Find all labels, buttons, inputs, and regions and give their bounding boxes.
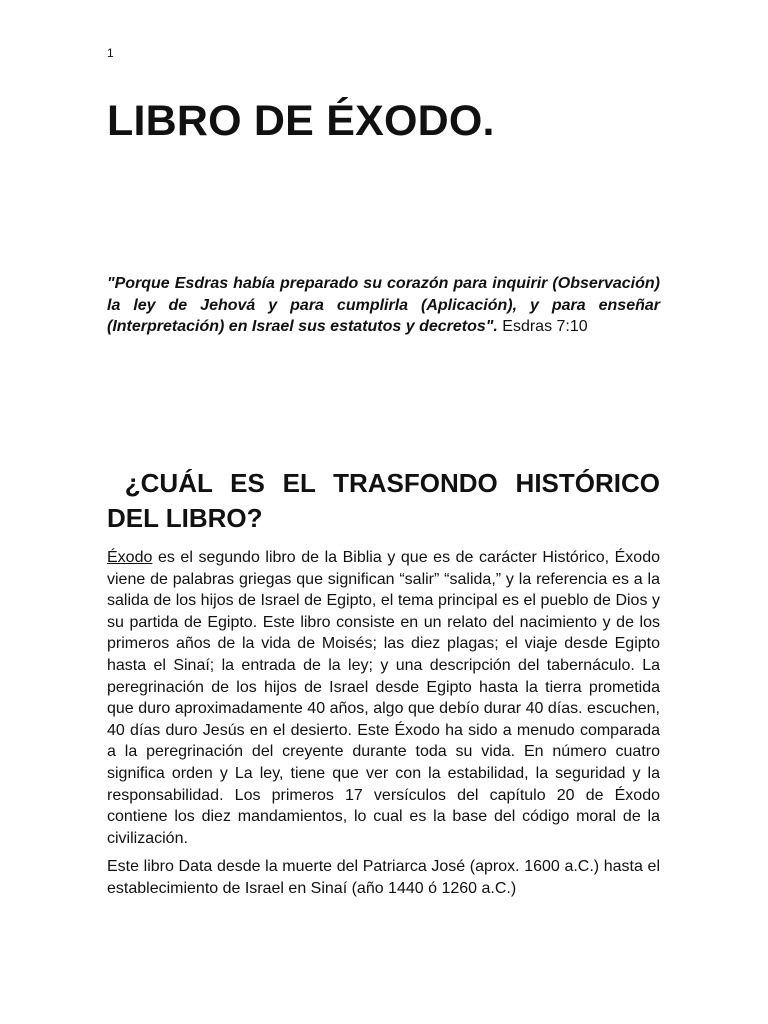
paragraph-1-text: es el segundo libro de la Biblia y que es de carácter Histórico, Éxodo viene de palabras griegas que significan “salir” “salida,” y la referencia es a la salida de los hijos de Israel de Egipto, el tema principal es el pueblo de Dios y su partida de Egipto. Este libro consiste en un relato del nacimiento y de los primeros años de la vida de Moisés; las diez plagas; el viaje desde Egipto hasta el Sinaí; la entrada de la ley; y una descripción del tabernáculo. La peregrinación de los hijos de Israel desde Egipto hasta la tierra prometida que duro aproximadamente 40 años, algo que debío durar 40 días. escuchen, 40 días duro Jesús en el desierto. Este Éxodo ha sido a menudo comparada a la peregrinación del creyente durante toda su vida. En número cuatro significa orden y La ley, tiene que ver con la estabilidad, la seguridad y la responsabilidad. Los primeros 17 versículos del capítulo 20 de Éxodo contiene los diez mandamientos, lo cual es la base del código moral de la civilización.: [107, 549, 660, 847]
section-body: [107, 547, 660, 907]
section-heading-text: ¿CUÁL ES EL TRASFONDO HISTÓRICO DEL LIBRO?: [107, 468, 660, 533]
paragraph-exodo-intro: [107, 547, 660, 849]
exodo-link[interactable]: Éxodo: [107, 549, 153, 566]
page-number: 1: [107, 46, 114, 60]
quote-reference: Esdras 7:10: [502, 318, 588, 335]
epigraph-quote: [107, 273, 660, 338]
document-title: LIBRO DE ÉXODO.: [107, 97, 495, 145]
section-heading: [107, 466, 660, 536]
quote-text: "Porque Esdras había preparado su corazón para inquirir (Observación) la ley de Jehová y para cumplirla (Aplicación), y para enseñar (Interpretación) en Israel sus estatutos y decretos".: [107, 275, 660, 335]
paragraph-dating: Este libro Data desde la muerte del Patriarca José (aprox. 1600 a.C.) hasta el establecimiento de Israel en Sinaí (año 1440 ó 1260 a.C.): [107, 858, 660, 897]
